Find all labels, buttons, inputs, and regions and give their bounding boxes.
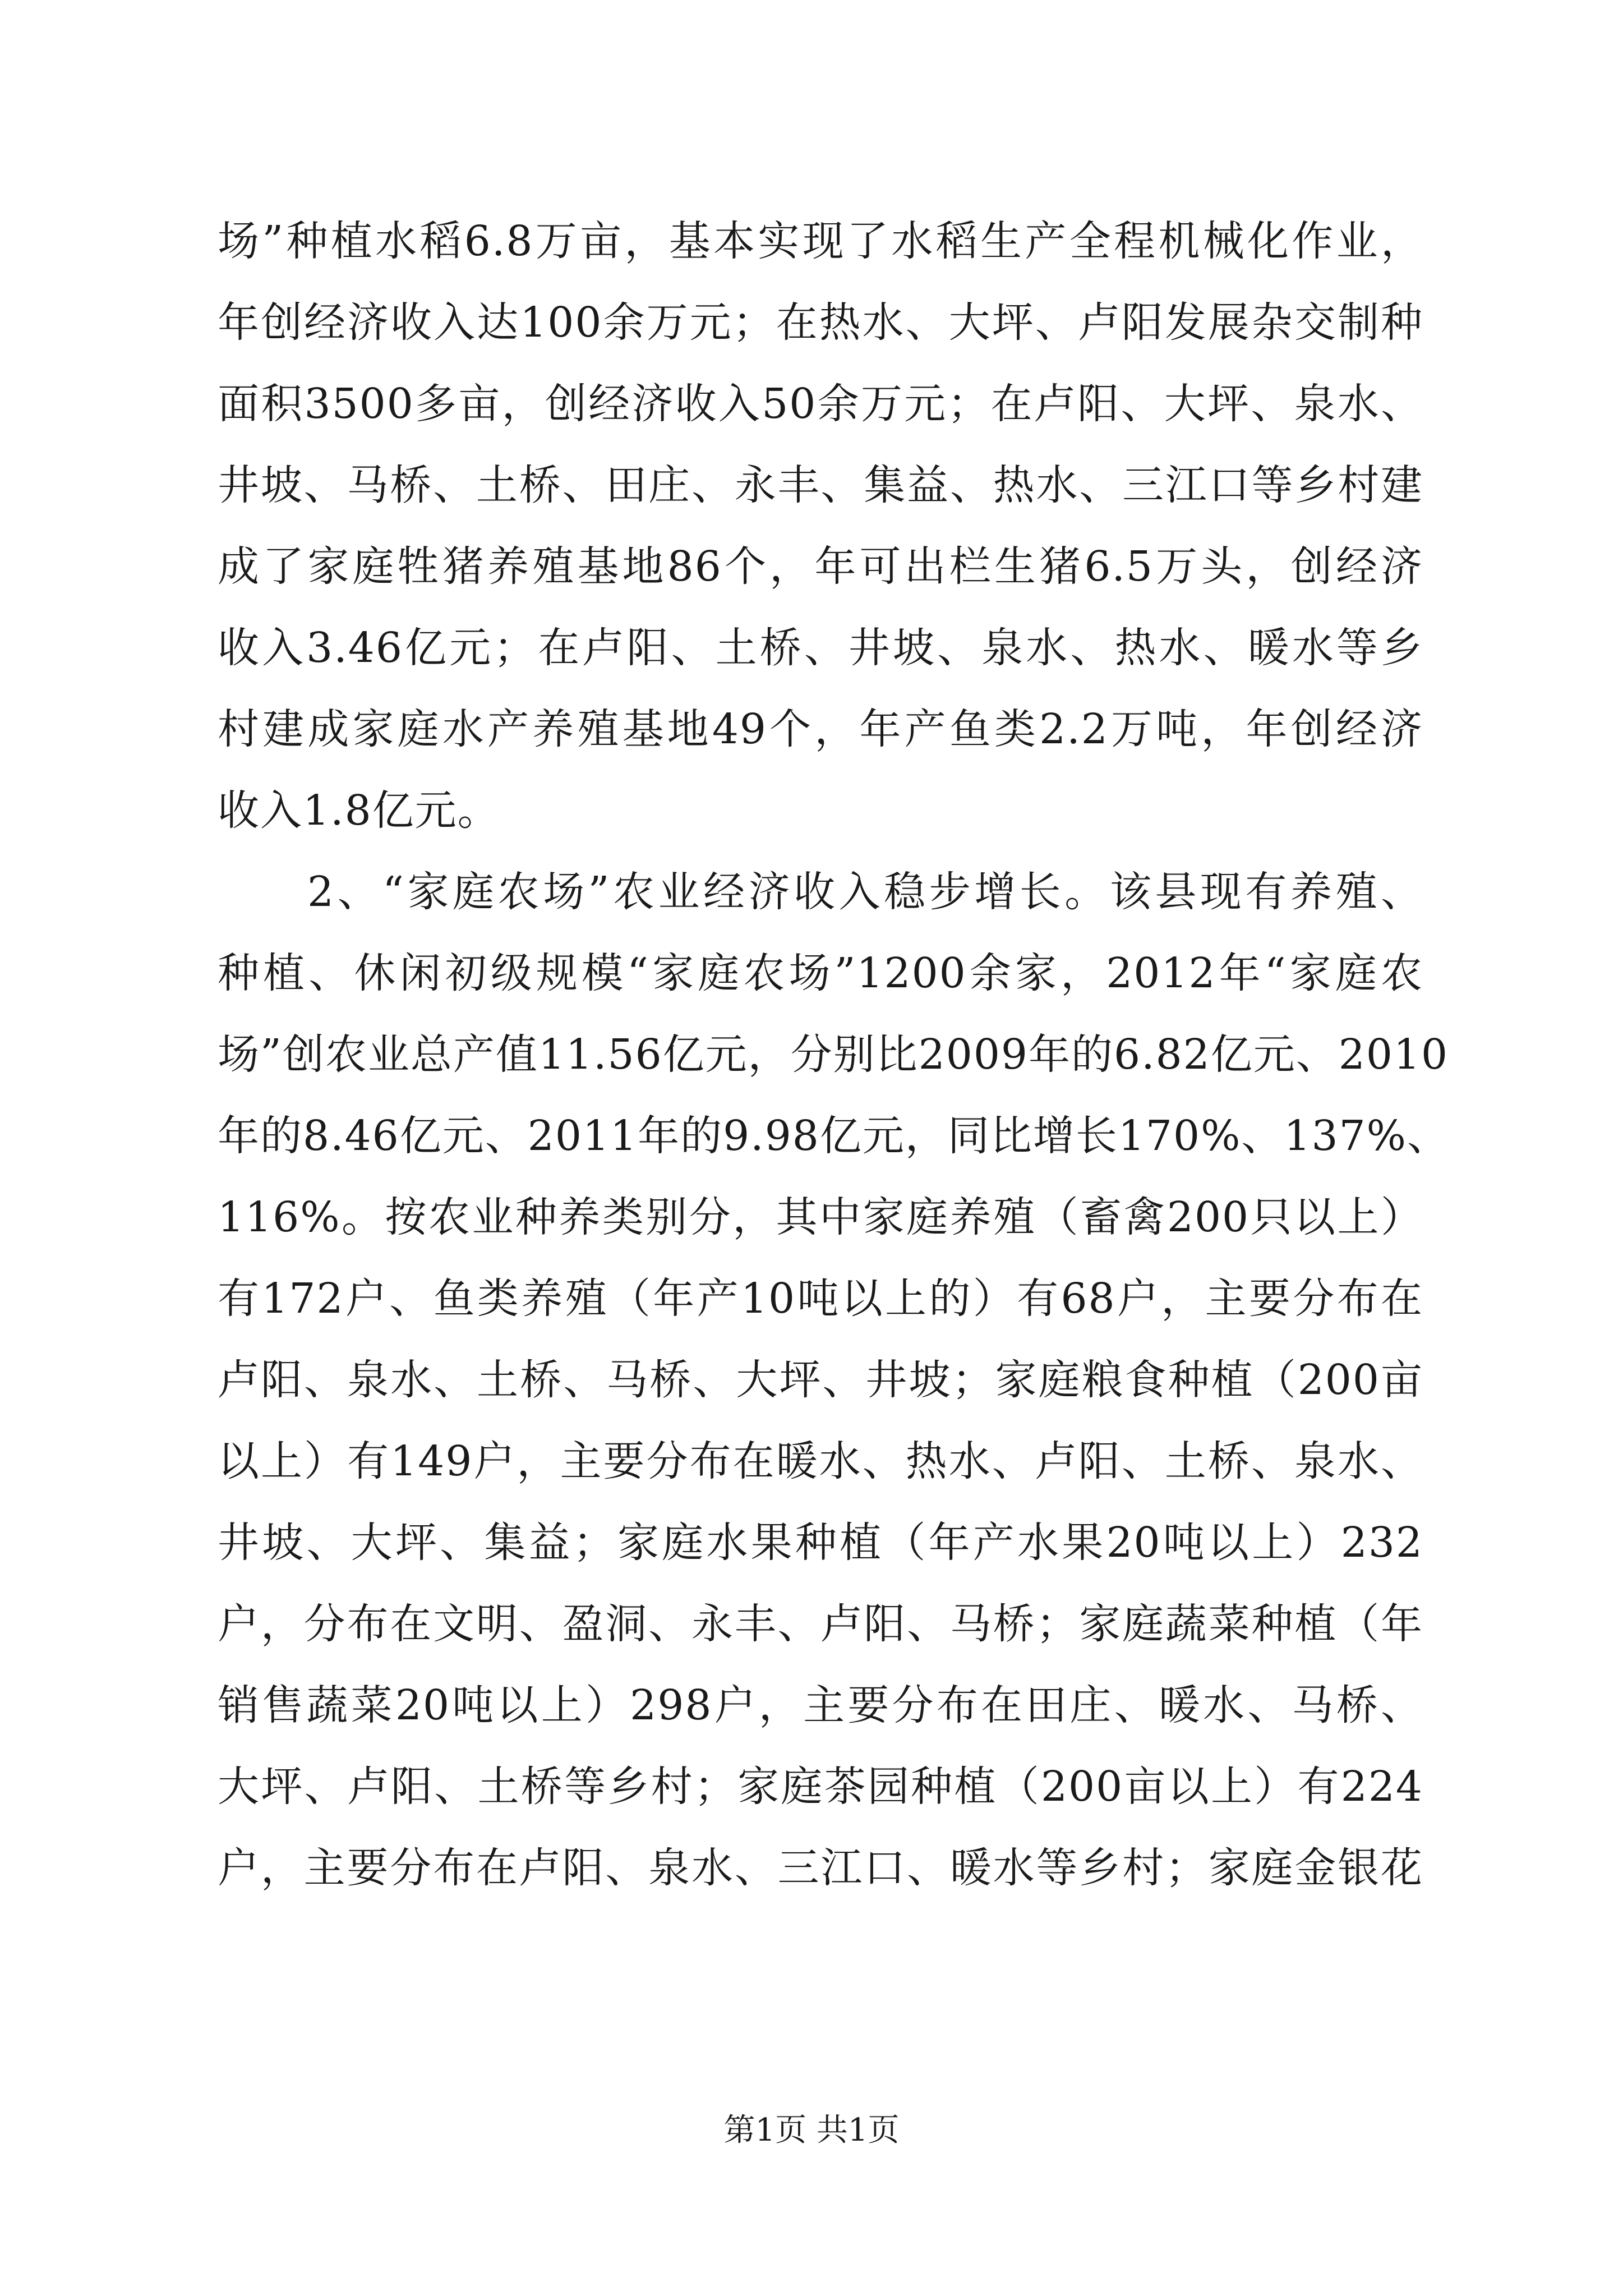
- text-line: 年创经济收入达100余万元；在热水、大坪、卢阳发展杂交制种: [218, 298, 1423, 347]
- text-line: 成了家庭牲猪养殖基地86个，年可出栏生猪6.5万头，创经济: [218, 542, 1423, 591]
- text-line: 村建成家庭水产养殖基地49个，年产鱼类2.2万吨，年创经济: [218, 705, 1423, 753]
- text-line: 收入3.46亿元；在卢阳、土桥、井坡、泉水、热水、暖水等乡: [218, 624, 1423, 672]
- text-line: 井坡、马桥、土桥、田庄、永丰、集益、热水、三江口等乡村建: [218, 461, 1423, 509]
- paragraph-heading-line: 2、“家庭农场”农业经济收入稳步增长。该县现有养殖、: [307, 868, 1423, 916]
- text-line: 面积3500多亩，创经济收入50余万元；在卢阳、大坪、泉水、: [218, 380, 1423, 428]
- document-body: [218, 201, 1450, 1909]
- text-line: 种植、休闲初级规模“家庭农场”1200余家，2012年“家庭农: [218, 949, 1423, 997]
- text-line: 场”创农业总产值11.56亿元，分别比2009年的6.82亿元、2010: [218, 1030, 1449, 1079]
- text-line: 场”种植水稻6.8万亩，基本实现了水稻生产全程机械化作业，: [218, 217, 1423, 265]
- text-line: 有172户、鱼类养殖（年产10吨以上的）有68户，主要分布在: [218, 1274, 1423, 1323]
- text-line: 井坡、大坪、集益；家庭水果种植（年产水果20吨以上）232: [218, 1519, 1423, 1567]
- text-line: 以上）有149户，主要分布在暖水、热水、卢阳、土桥、泉水、: [218, 1437, 1423, 1485]
- text-line: 收入1.8亿元。: [218, 786, 500, 835]
- text-line: 年的8.46亿元、2011年的9.98亿元，同比增长170%、137%、: [218, 1112, 1450, 1160]
- text-line: 户，分布在文明、盈洞、永丰、卢阳、马桥；家庭蔬菜种植（年: [218, 1600, 1423, 1648]
- text-line: 卢阳、泉水、土桥、马桥、大坪、井坡；家庭粮食种植（200亩: [218, 1356, 1423, 1404]
- text-line: 116%。按农业种养类别分，其中家庭养殖（畜禽200只以上）: [218, 1193, 1423, 1241]
- text-line: 大坪、卢阳、土桥等乡村；家庭茶园种植（200亩以上）有224: [218, 1763, 1423, 1811]
- text-line: 销售蔬菜20吨以上）298户，主要分布在田庄、暖水、马桥、: [218, 1681, 1423, 1729]
- text-line: 户，主要分布在卢阳、泉水、三江口、暖水等乡村；家庭金银花: [218, 1844, 1423, 1892]
- page-number-footer: 第1页 共1页: [723, 2112, 900, 2148]
